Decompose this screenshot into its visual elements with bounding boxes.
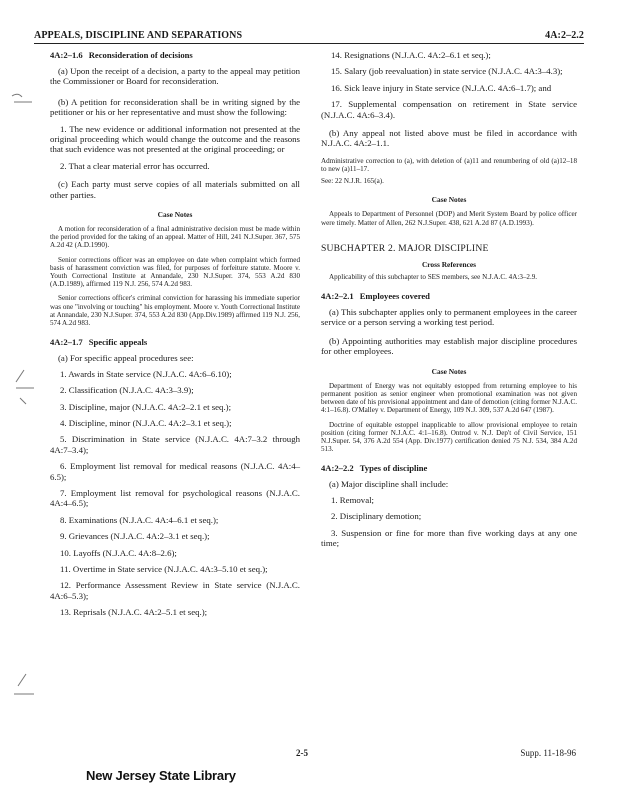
header-section: 4A:2–2.2	[545, 30, 584, 41]
header-title: APPEALS, DISCIPLINE AND SEPARATIONS	[34, 30, 243, 41]
list-item: 4. Discipline, minor (N.J.A.C. 4A:2–3.1 et seq.);	[60, 417, 232, 428]
section-heading: 4A:2–2.2 Types of discipline	[321, 463, 428, 474]
case-note: A motion for reconsideration of a final administrative decision must be made within the period provided for the taking of an appeal. Matter of Hill, 241 N.J.Super. 367, 575 A.2d 42 (A.D.1990).	[50, 225, 300, 250]
list-item: 13. Reprisals (N.J.A.C. 4A:2–5.1 et seq.);	[60, 607, 208, 618]
list-item: 7. Employment list removal for psychological reasons (N.J.A.C. 4A:4–6.5);	[50, 487, 300, 509]
page-number: 2-5	[296, 748, 308, 758]
list-item: 14. Resignations (N.J.A.C. 4A:2–6.1 et seq.);	[331, 50, 491, 60]
list-item: 3. Discipline, major (N.J.A.C. 4A:2–2.1 et seq.);	[60, 401, 232, 412]
paragraph: (b) Any appeal not listed above must be filed in accordance with N.J.A.C. 4A:2–1.1.	[321, 128, 577, 149]
cross-references-heading: Cross References	[421, 259, 477, 269]
running-header	[34, 30, 584, 44]
paragraph: (a) Major discipline shall include:	[329, 479, 449, 490]
case-notes-heading: Case Notes	[431, 195, 467, 205]
supplement-date: Supp. 11-18-96	[520, 748, 576, 758]
list-item: 12. Performance Assessment Review in State service (N.J.A.C. 4A:6–5.3);	[50, 580, 300, 601]
section-heading: 4A:2–1.6 Reconsideration of decisions	[50, 50, 193, 60]
subchapter-heading: SUBCHAPTER 2. MAJOR DISCIPLINE	[321, 242, 489, 254]
case-notes-heading: Case Notes	[157, 210, 193, 220]
list-item: 15. Salary (job reevaluation) in state service (N.J.A.C. 4A:3–4.3);	[331, 66, 563, 77]
library-stamp: New Jersey State Library	[86, 768, 236, 783]
margin-mark-icon	[10, 90, 36, 110]
history-note: See: 22 N.J.R. 165(a).	[321, 177, 384, 186]
list-item: 6. Employment list removal for medical reasons (N.J.A.C. 4A:4–6.5);	[50, 461, 300, 482]
paragraph: (a) Upon the receipt of a decision, a party to the appeal may petition the Commissioner or Board for reconsideration.	[50, 66, 300, 87]
cross-reference: Applicability of this subchapter to SES members, see N.J.A.C. 4A:3–2.9.	[329, 272, 538, 281]
list-item: 1. Removal;	[331, 494, 375, 505]
case-note: Department of Energy was not equitably estopped from returning employee to his permanent position as senior engineer when promotional examination was not given between date of his provisional appointment and date of demotion (citing former N.J.A.C. 4:1–16.8). O'Malley v. Department of Energy, 109 N.J. 309, 537 A.2d 647 (1987).	[321, 381, 577, 415]
paragraph: (b) A petition for reconsideration shall be in writing signed by the petitioner or his or her representative and must show the following:	[50, 96, 300, 118]
list-item: 2. Disciplinary demotion;	[331, 511, 422, 522]
list-item: 3. Suspension or fine for more than five working days at any one time;	[321, 527, 577, 548]
case-note: Appeals to Department of Personnel (DOP) and Merit System Board by police officer were timely. Matter of Allen, 262 N.J.Super. 438, 621 A.2d 87 (A.D.1993).	[321, 210, 577, 227]
history-note: Administrative correction to (a), with deletion of (a)11 and renumbering of old (a)12–18 to new (a)11–17.	[321, 156, 577, 174]
list-item: 2. Classification (N.J.A.C. 4A:3–3.9);	[60, 385, 194, 396]
list-item: 2. That a clear material error has occurred.	[60, 160, 210, 171]
list-item: 1. The new evidence or additional information not presented at the original proceeding which would change the outcome and the reasons that such evidence was not presented at the original proceeding; or	[50, 123, 300, 155]
list-item: 9. Grievances (N.J.A.C. 4A:2–3.1 et seq.);	[60, 531, 210, 542]
margin-mark-icon	[10, 672, 36, 702]
left-column	[50, 50, 300, 624]
discipline-list	[321, 495, 577, 549]
list-item: 17. Supplemental compensation on retirement in State service (N.J.A.C. 4A:6–3.4).	[321, 99, 577, 120]
case-note: Senior corrections officer's criminal conviction for harassing his immediate superior was one "involving or touching" his employment. Moore v. Youth Correctional Institute at Annandale, 230 N.J.Super. 374, 553 A.2d 830 (App.Div.1989) affirmed 119 N.J. 256, 574 A.2d 983.	[50, 294, 300, 328]
list-item: 8. Examinations (N.J.A.C. 4A:4–6.1 et seq.);	[60, 514, 219, 525]
paragraph: (c) Each party must serve copies of all materials submitted on all other parties.	[50, 179, 300, 200]
section-heading: 4A:2–1.7 Specific appeals	[50, 337, 148, 348]
margin-mark-icon	[10, 368, 36, 408]
appeals-list	[50, 369, 300, 618]
section-heading: 4A:2–2.1 Employees covered	[321, 291, 430, 302]
list-item: 1. Awards in State service (N.J.A.C. 4A:6–6.10);	[60, 368, 232, 379]
case-notes-heading: Case Notes	[431, 366, 467, 376]
list-item: 11. Overtime in State service (N.J.A.C. 4A:3–5.10 et seq.);	[60, 563, 268, 574]
paragraph: (a) This subchapter applies only to permanent employees in the career service or a person serving a working test period.	[321, 307, 577, 328]
case-note: Doctrine of equitable estoppel inapplicable to allow provisional employee to retain position (citing former N.J.A.C. 4:1–16.8). Ontrod v. N.J. Dep't of Civil Service, 151 N.J.Super. 54, 376 A.2d 554 (App. Div.1977) certification denied 75 N.J. 534, 384 A.2d 513.	[321, 420, 577, 454]
list-item: 16. Sick leave injury in State service (N.J.A.C. 4A:6–1.7); and	[331, 82, 552, 93]
list-item: 5. Discrimination in State service (N.J.A.C. 4A:7–3.2 through 4A:7–3.4);	[50, 434, 300, 455]
list-item: 10. Layoffs (N.J.A.C. 4A:8–2.6);	[60, 547, 177, 558]
right-column	[321, 50, 577, 554]
case-note: Senior corrections officer was an employee on date when complaint which formed basis of harassment conviction was filed, for purposes of forfeiture statute. Moore v. Youth Correctional Institute at Annandale, 230 N.J.Super. 374, 553 A.2d 830 (A.D.1989), affirmed 119 N.J. 256, 574 A.2d 983.	[50, 255, 300, 289]
paragraph: (a) For specific appeal procedures see:	[58, 353, 194, 364]
paragraph: (b) Appointing authorities may establish major discipline procedures for other employees.	[321, 335, 577, 357]
